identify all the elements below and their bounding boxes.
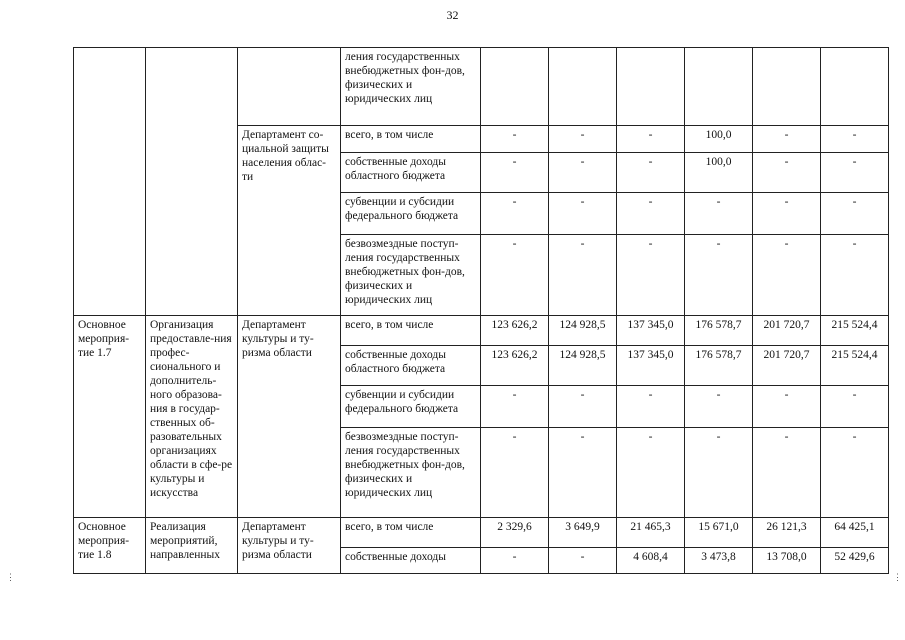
- activity-name-cell: Организация предоставле-ния профес-сионального и дополнитель-ного образова-ния в государ-ственных об-разовательных организациях области в сфе-ре культуры и искусства: [146, 316, 238, 518]
- funding-source-cell: собственные доходы областного бюджета: [341, 153, 481, 193]
- value-cell: 137 345,0: [617, 346, 685, 386]
- value-cell: 201 720,7: [753, 346, 821, 386]
- status-cell: Основное мероприя-тие 1.7: [74, 316, 146, 518]
- executor-cell: Департамент со-циальной защиты населения облас-ти: [238, 126, 341, 316]
- value-cell: -: [617, 428, 685, 518]
- value-cell: -: [481, 428, 549, 518]
- value-cell: -: [753, 386, 821, 428]
- value-cell: -: [821, 153, 889, 193]
- value-cell: 215 524,4: [821, 346, 889, 386]
- scan-margin-mark: ⋮: [893, 572, 902, 582]
- value-cell: 123 626,2: [481, 346, 549, 386]
- value-cell: -: [821, 193, 889, 235]
- value-cell: -: [821, 386, 889, 428]
- value-cell: 176 578,7: [685, 316, 753, 346]
- value-cell: -: [549, 235, 617, 316]
- value-cell: 176 578,7: [685, 346, 753, 386]
- value-cell: -: [549, 126, 617, 153]
- value-cell: 215 524,4: [821, 316, 889, 346]
- value-cell: 124 928,5: [549, 316, 617, 346]
- value-cell: -: [481, 153, 549, 193]
- page-number: 32: [446, 8, 459, 22]
- value-cell: -: [617, 126, 685, 153]
- value-cell: -: [753, 153, 821, 193]
- funding-source-cell: безвозмездные поступ-ления государственных внебюджетных фон-дов, физических и юридических лиц: [341, 428, 481, 518]
- value-cell: -: [685, 386, 753, 428]
- value-cell: -: [821, 126, 889, 153]
- table-row: [74, 48, 889, 126]
- value-cell: -: [821, 235, 889, 316]
- value-cell: [549, 48, 617, 126]
- status-cell: [74, 48, 146, 316]
- value-cell: 26 121,3: [753, 518, 821, 548]
- value-cell: -: [617, 235, 685, 316]
- status-cell: Основное мероприя-тие 1.8: [74, 518, 146, 574]
- scan-margin-mark: ⋮: [6, 572, 15, 582]
- value-cell: [617, 48, 685, 126]
- value-cell: -: [549, 193, 617, 235]
- value-cell: 3 649,9: [549, 518, 617, 548]
- value-cell: 21 465,3: [617, 518, 685, 548]
- funding-source-cell: всего, в том числе: [341, 316, 481, 346]
- value-cell: -: [753, 126, 821, 153]
- funding-source-cell: всего, в том числе: [341, 126, 481, 153]
- funding-source-cell: субвенции и субсидии федерального бюджета: [341, 386, 481, 428]
- value-cell: -: [481, 193, 549, 235]
- value-cell: -: [753, 428, 821, 518]
- value-cell: -: [617, 153, 685, 193]
- budget-table: [73, 47, 889, 574]
- value-cell: -: [549, 428, 617, 518]
- funding-source-cell: субвенции и субсидии федерального бюджета: [341, 193, 481, 235]
- value-cell: 201 720,7: [753, 316, 821, 346]
- value-cell: -: [549, 548, 617, 574]
- value-cell: -: [685, 193, 753, 235]
- value-cell: -: [753, 193, 821, 235]
- table-row: [74, 316, 889, 346]
- executor-cell: [238, 48, 341, 126]
- value-cell: -: [481, 548, 549, 574]
- value-cell: 4 608,4: [617, 548, 685, 574]
- value-cell: -: [549, 153, 617, 193]
- value-cell: [685, 48, 753, 126]
- value-cell: -: [685, 235, 753, 316]
- funding-source-cell: безвозмездные поступ-ления государственных внебюджетных фон-дов, физических и юридических лиц: [341, 235, 481, 316]
- executor-cell: Департамент культуры и ту-ризма области: [238, 518, 341, 574]
- funding-source-cell: всего, в том числе: [341, 518, 481, 548]
- activity-name-cell: Реализация мероприятий, направленных: [146, 518, 238, 574]
- activity-name-cell: [146, 48, 238, 316]
- table-row: [74, 518, 889, 548]
- value-cell: 100,0: [685, 126, 753, 153]
- value-cell: -: [481, 126, 549, 153]
- funding-source-cell: собственные доходы областного бюджета: [341, 346, 481, 386]
- value-cell: -: [685, 428, 753, 518]
- value-cell: 13 708,0: [753, 548, 821, 574]
- value-cell: -: [753, 235, 821, 316]
- value-cell: [753, 48, 821, 126]
- value-cell: 2 329,6: [481, 518, 549, 548]
- value-cell: -: [549, 386, 617, 428]
- funding-source-cell: собственные доходы: [341, 548, 481, 574]
- value-cell: 123 626,2: [481, 316, 549, 346]
- value-cell: 64 425,1: [821, 518, 889, 548]
- executor-cell: Департамент культуры и ту-ризма области: [238, 316, 341, 518]
- value-cell: 52 429,6: [821, 548, 889, 574]
- funding-source-cell: ления государственных внебюджетных фон-дов, физических и юридических лиц: [341, 48, 481, 126]
- value-cell: 15 671,0: [685, 518, 753, 548]
- value-cell: -: [821, 428, 889, 518]
- value-cell: [821, 48, 889, 126]
- value-cell: -: [617, 193, 685, 235]
- value-cell: 124 928,5: [549, 346, 617, 386]
- value-cell: 137 345,0: [617, 316, 685, 346]
- value-cell: [481, 48, 549, 126]
- value-cell: -: [481, 235, 549, 316]
- value-cell: -: [481, 386, 549, 428]
- value-cell: -: [617, 386, 685, 428]
- value-cell: 100,0: [685, 153, 753, 193]
- value-cell: 3 473,8: [685, 548, 753, 574]
